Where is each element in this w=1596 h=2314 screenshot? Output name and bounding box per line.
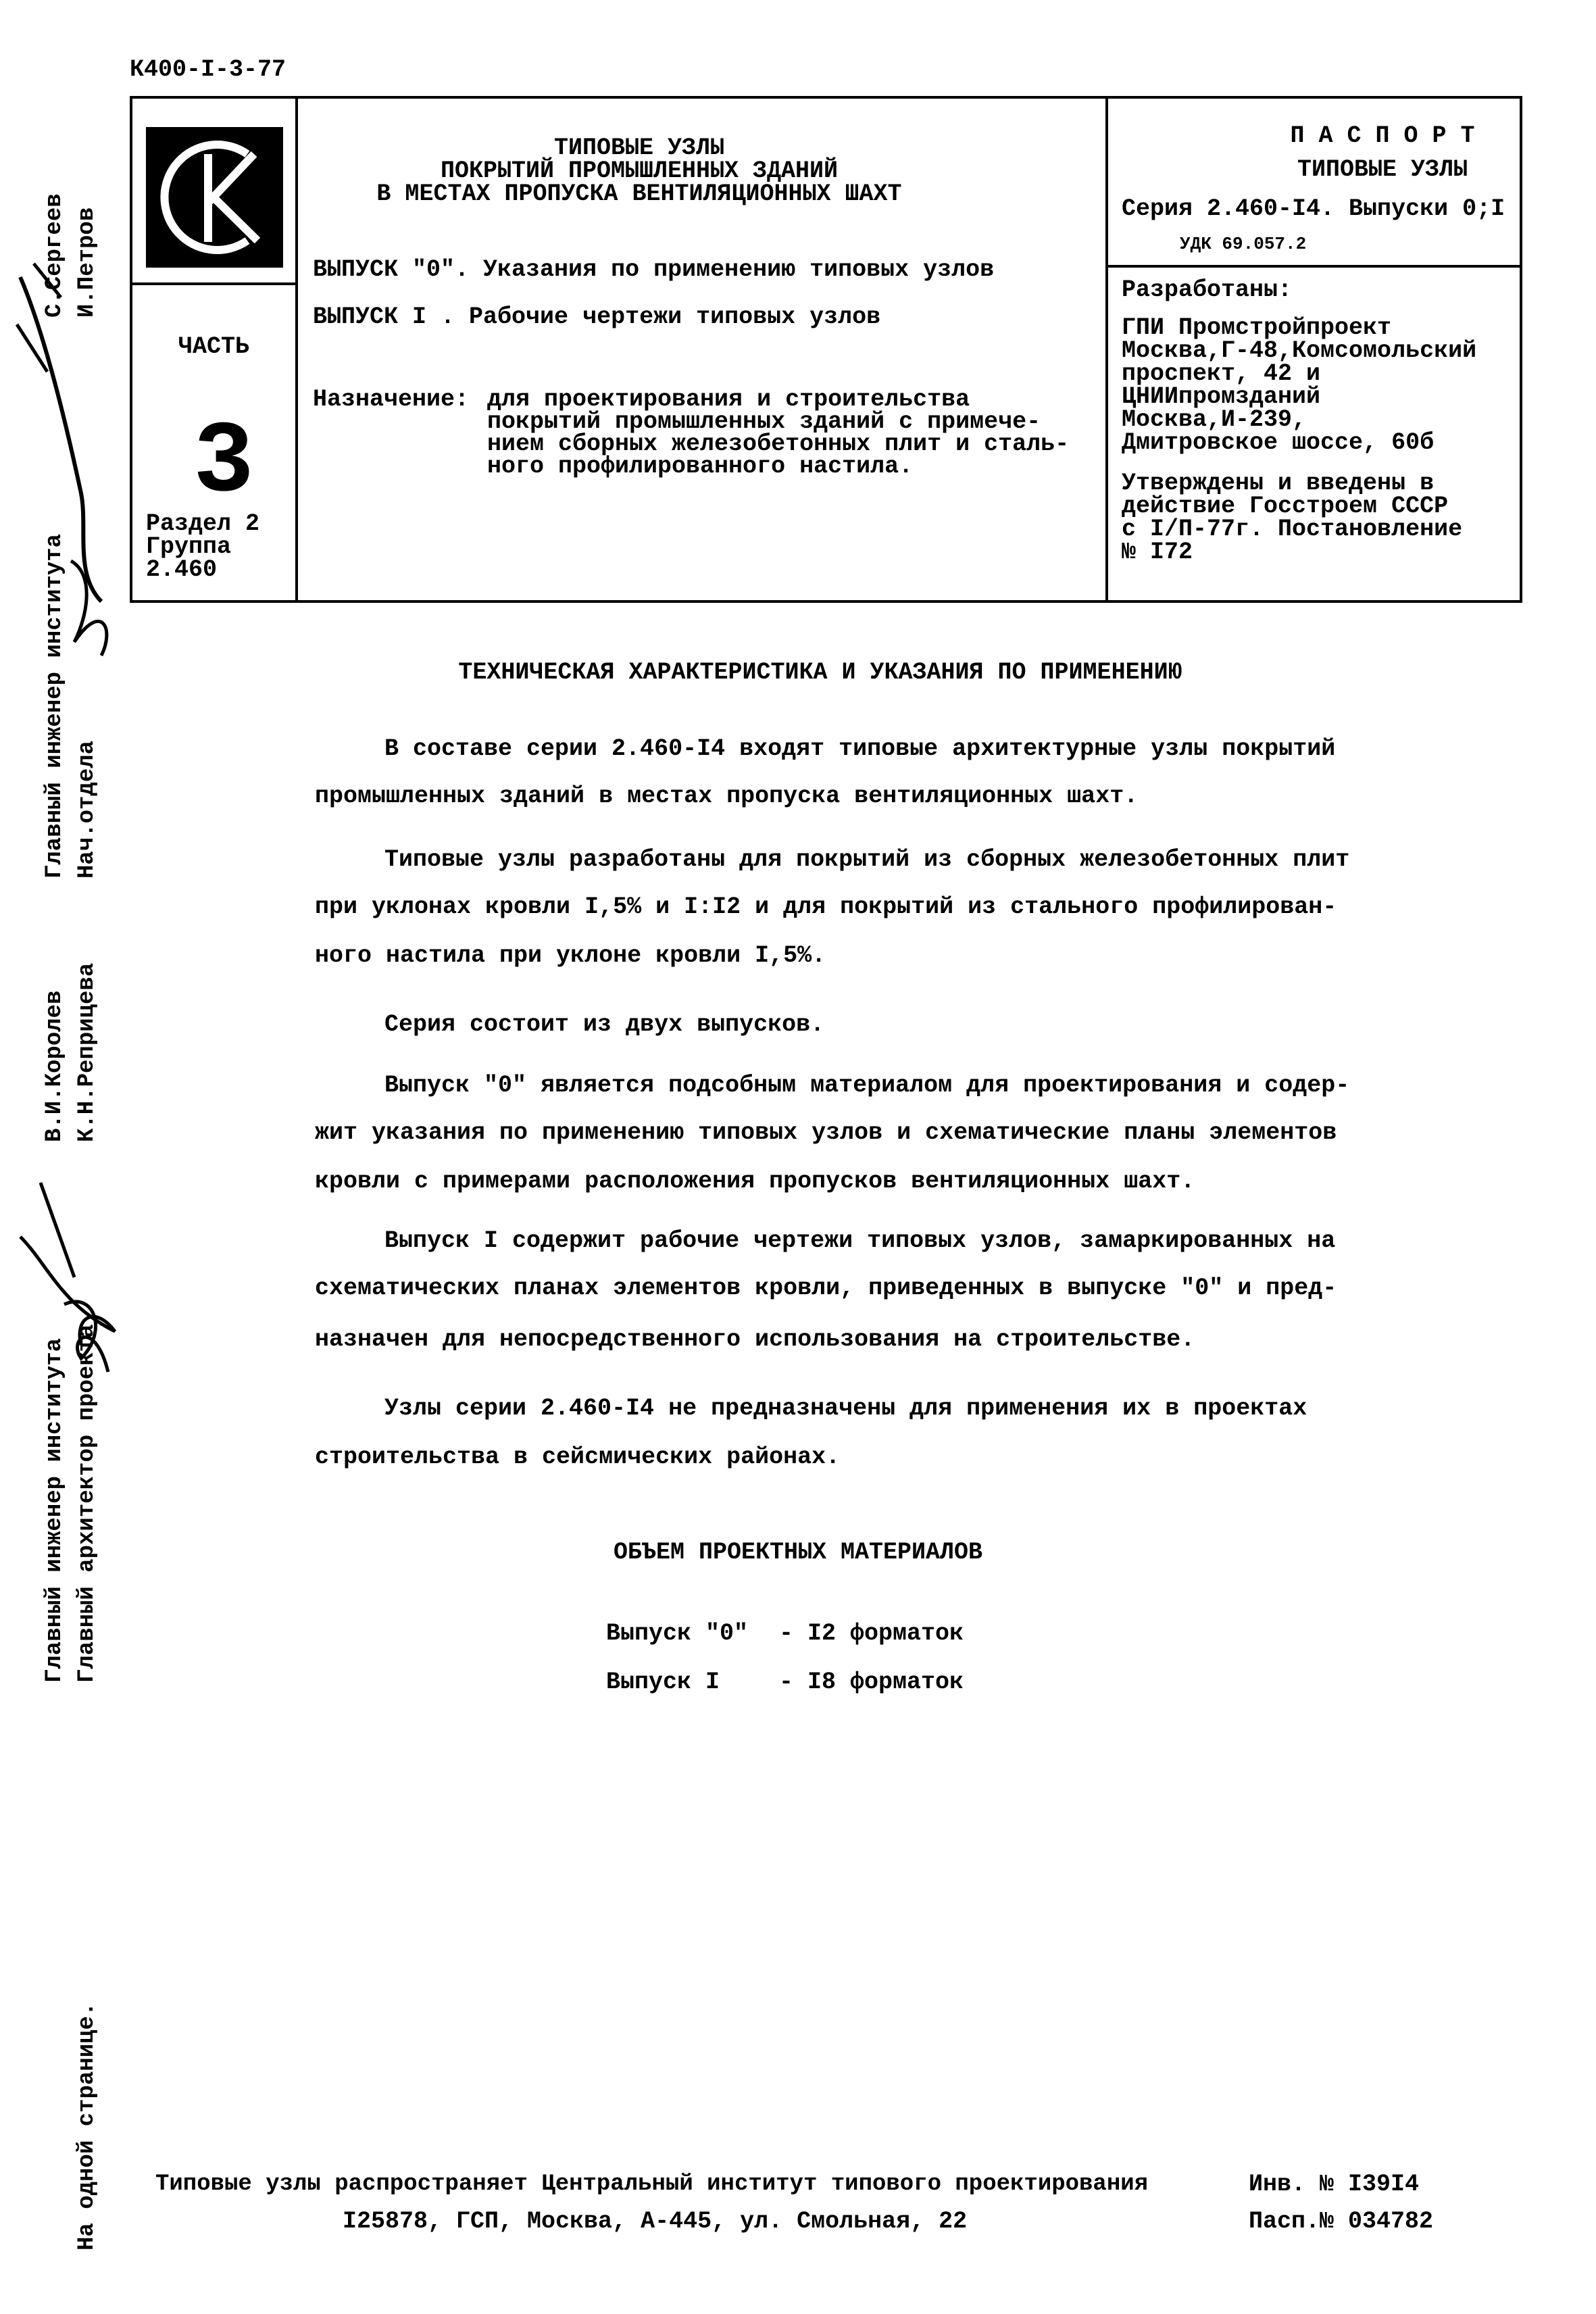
footer-address: I25878, ГСП, Москва, А-445, ул. Смольная, 22 bbox=[343, 2208, 968, 2235]
paragraph-line: схематических планах элементов кровли, приведенных в выпуске "0" и пред- bbox=[315, 1275, 1337, 1302]
signer-name: К.Н.Реприцева bbox=[74, 962, 100, 1142]
issue-1: ВЫПУСК I . Рабочие чертежи типовых узлов bbox=[313, 303, 881, 330]
divider bbox=[1105, 265, 1520, 268]
paragraph-line: Серия состоит из двух выпусков. bbox=[384, 1011, 825, 1038]
group-label: Группа bbox=[146, 533, 232, 560]
title-line: ПОКРЫТИЙ ПРОМЫШЛЕННЫХ ЗДАНИЙ bbox=[440, 157, 839, 184]
approval-line: действие Госстроем СССР bbox=[1122, 493, 1449, 520]
paragraph-line: Узлы серии 2.460-I4 не предназначены для применения их в проектах bbox=[384, 1395, 1307, 1422]
body-heading: ТЕХНИЧЕСКАЯ ХАРАКТЕРИСТИКА И УКАЗАНИЯ ПО ПРИМЕНЕНИЮ bbox=[458, 659, 1182, 686]
developer-line: ЦНИИпромзданий bbox=[1122, 383, 1321, 410]
document-code: К400-I-3-77 bbox=[130, 56, 286, 83]
title-line: В МЕСТАХ ПРОПУСКА ВЕНТИЛЯЦИОННЫХ ШАХТ bbox=[376, 180, 902, 207]
inventory-number: Инв. № I39I4 bbox=[1249, 2171, 1420, 2198]
udk: УДК 69.057.2 bbox=[1180, 234, 1307, 254]
signer-role: Главный инженер института bbox=[42, 533, 68, 879]
signer-name: В.И.Королев bbox=[42, 990, 68, 1142]
purpose-line: для проектирования и строительства bbox=[487, 386, 970, 413]
divider bbox=[1105, 99, 1108, 600]
paragraph-line: промышленных зданий в местах пропуска вентиляционных шахт. bbox=[315, 783, 1139, 810]
paragraph-line: кровли с примерами расположения пропусков вентиляционных шахт. bbox=[315, 1168, 1195, 1195]
signatures bbox=[0, 223, 128, 1575]
developed-label: Разработаны: bbox=[1122, 276, 1293, 303]
approval-line: с I/П-77г. Постановление bbox=[1122, 516, 1463, 543]
signer-role: Главный архитектор проекта bbox=[74, 1324, 100, 1683]
purpose-line: покрытий промышленных зданий с примече- bbox=[487, 408, 1041, 435]
passport-subtitle: ТИПОВЫЕ УЗЛЫ bbox=[1297, 156, 1468, 183]
paragraph-line: строительства в сейсмических районах. bbox=[315, 1444, 841, 1471]
title-block bbox=[130, 96, 1522, 603]
section-label: Раздел 2 bbox=[146, 510, 260, 537]
group-number: 2.460 bbox=[146, 556, 218, 583]
divider bbox=[132, 282, 295, 285]
approval-line: № I72 bbox=[1122, 539, 1193, 566]
paragraph-line: Выпуск I содержит рабочие чертежи типовых узлов, замаркированных на bbox=[384, 1227, 1336, 1254]
footer-distributor: Типовые узлы распространяет Центральный институт типового проектирования bbox=[155, 2171, 1149, 2197]
title-line: ТИПОВЫЕ УЗЛЫ bbox=[553, 134, 725, 162]
purpose-line: нием сборных железобетонных плит и сталь- bbox=[487, 430, 1070, 458]
volume-amount: - I8 форматок bbox=[779, 1669, 964, 1696]
paragraph-line: В составе серии 2.460-I4 входят типовые архитектурные узлы покрытий bbox=[384, 735, 1336, 762]
signer-name: С.Сергеев bbox=[42, 193, 68, 318]
volume-issue: Выпуск I bbox=[606, 1669, 720, 1696]
paragraph-line: ного настила при уклоне кровли I,5%. bbox=[315, 942, 826, 969]
volume-issue: Выпуск "0" bbox=[606, 1620, 749, 1647]
paragraph-line: при уклонах кровли I,5% и I:I2 и для покрытий из стального профилирован- bbox=[315, 893, 1337, 920]
purpose-line: ного профилированного настила. bbox=[487, 453, 914, 480]
paragraph-line: Выпуск "0" является подсобным материалом для проектирования и содер- bbox=[384, 1072, 1350, 1099]
passport-number: Пасп.№ 034782 bbox=[1249, 2208, 1434, 2235]
signer-role: Главный инженер института bbox=[42, 1337, 68, 1683]
passport-title: П А С П О Р Т bbox=[1290, 122, 1475, 149]
volume-heading: ОБЪЕМ ПРОЕКТНЫХ МАТЕРИАЛОВ bbox=[613, 1539, 983, 1566]
signer-role: Нач.отдела bbox=[74, 740, 100, 879]
divider bbox=[295, 99, 298, 600]
signer-name: И.Петров bbox=[74, 207, 100, 318]
series: Серия 2.460-I4. Выпуски 0;I bbox=[1122, 195, 1505, 222]
approval-line: Утверждены и введены в bbox=[1122, 470, 1435, 497]
part-label: ЧАСТЬ bbox=[178, 333, 250, 360]
purpose-label: Назначение: bbox=[313, 386, 470, 413]
paragraph-line: Типовые узлы разработаны для покрытий из сборных железобетонных плит bbox=[384, 846, 1350, 873]
volume-amount: - I2 форматок bbox=[779, 1620, 964, 1647]
paragraph-line: жит указания по применению типовых узлов и схематические планы элементов bbox=[315, 1119, 1337, 1146]
issue-0: ВЫПУСК "0". Указания по применению типовых узлов bbox=[313, 256, 995, 283]
logo bbox=[146, 127, 283, 268]
developer-line: проспект, 42 и bbox=[1122, 360, 1321, 387]
developer-line: ГПИ Промстройпроект bbox=[1122, 314, 1392, 341]
developer-line: Дмитровское шоссе, 60б bbox=[1122, 429, 1435, 456]
bottom-note: На одной странице. bbox=[74, 2002, 100, 2250]
part-number: 3 bbox=[193, 406, 255, 521]
developer-line: Москва,Г-48,Комсомольский bbox=[1122, 337, 1477, 364]
paragraph-line: назначен для непосредственного использования на строительстве. bbox=[315, 1326, 1195, 1353]
developer-line: Москва,И-239, bbox=[1122, 406, 1307, 433]
